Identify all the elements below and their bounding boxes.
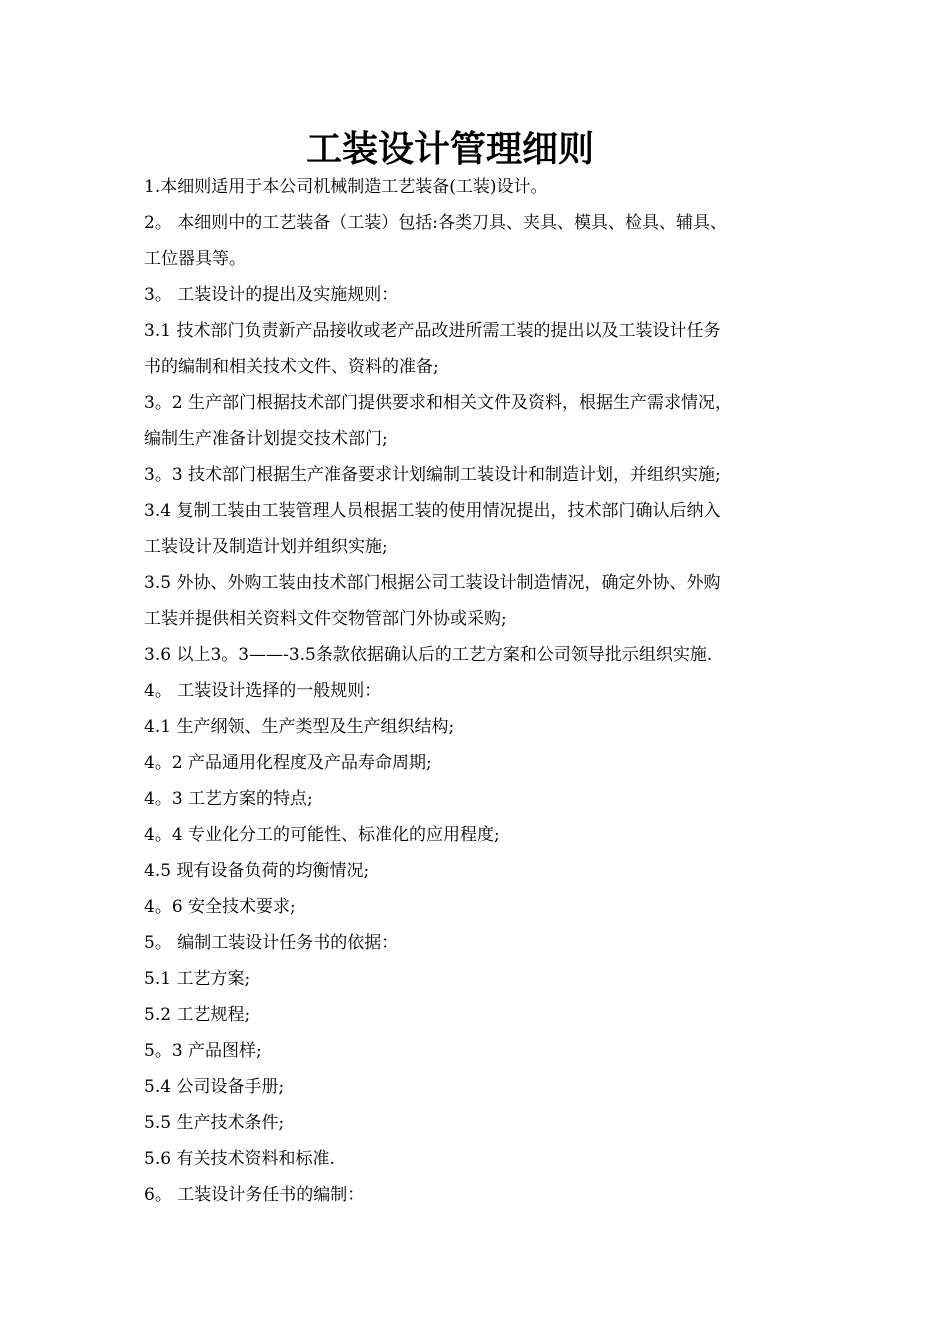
paragraph-line: 3。3 技术部门根据生产准备要求计划编制工装设计和制造计划，并组织实施; bbox=[144, 465, 721, 485]
paragraph-line: 4。 工装设计选择的一般规则： bbox=[144, 681, 382, 701]
paragraph-line: 5.4 公司设备手册; bbox=[144, 1077, 285, 1097]
paragraph-line: 3.6 以上3。3——-3.5条款依据确认后的工艺方案和公司领导批示组织实施. bbox=[144, 645, 713, 665]
paragraph-line: 工位器具等。 bbox=[144, 249, 246, 269]
paragraph-line: 编制生产准备计划提交技术部门; bbox=[144, 429, 388, 449]
paragraph-line: 3.5 外协、外购工装由技术部门根据公司工装设计制造情况，确定外协、外购 bbox=[144, 573, 721, 593]
paragraph-line: 4.1 生产纲领、生产类型及生产组织结构; bbox=[144, 717, 455, 737]
paragraph-line: 5.5 生产技术条件; bbox=[144, 1113, 285, 1133]
paragraph-line: 4.5 现有设备负荷的均衡情况; bbox=[144, 861, 370, 881]
paragraph-line: 工装并提供相关资料文件交物管部门外协或采购; bbox=[144, 609, 507, 629]
document-body bbox=[144, 169, 824, 1213]
paragraph-line: 5.2 工艺规程; bbox=[144, 1005, 251, 1025]
paragraph-line: 1.本细则适用于本公司机械制造工艺装备(工装)设计。 bbox=[144, 177, 548, 197]
paragraph-line: 3。 工装设计的提出及实施规则： bbox=[144, 285, 399, 305]
paragraph-line: 4。2 产品通用化程度及产品寿命周期; bbox=[144, 753, 432, 773]
document-title: 工装设计管理细则 bbox=[305, 129, 594, 170]
paragraph-line: 4。4 专业化分工的可能性、标准化的应用程度; bbox=[144, 825, 500, 845]
paragraph-line: 5.6 有关技术资料和标准. bbox=[144, 1149, 335, 1169]
paragraph-line: 3.1 技术部门负责新产品接收或老产品改进所需工装的提出以及工装设计任务 bbox=[144, 321, 721, 341]
paragraph-line: 书的编制和相关技术文件、资料的准备; bbox=[144, 357, 439, 377]
paragraph-line: 5。 编制工装设计任务书的依据： bbox=[144, 933, 399, 953]
paragraph-line: 5.1 工艺方案; bbox=[144, 969, 251, 989]
paragraph-line: 5。3 产品图样; bbox=[144, 1041, 262, 1061]
paragraph-line: 3.4 复制工装由工装管理人员根据工装的使用情况提出，技术部门确认后纳入 bbox=[144, 501, 721, 521]
paragraph-line: 工装设计及制造计划并组织实施; bbox=[144, 537, 388, 557]
paragraph-line: 2。 本细则中的工艺装备（工装）包括:各类刀具、夹具、模具、检具、辅具、 bbox=[144, 213, 727, 233]
paragraph-line: 3。2 生产部门根据技术部门提供要求和相关文件及资料，根据生产需求情况， bbox=[144, 393, 733, 413]
paragraph-line: 4。6 安全技术要求; bbox=[144, 897, 296, 917]
paragraph-line: 4。3 工艺方案的特点; bbox=[144, 789, 313, 809]
paragraph-line: 6。 工装设计务任书的编制： bbox=[144, 1185, 365, 1205]
